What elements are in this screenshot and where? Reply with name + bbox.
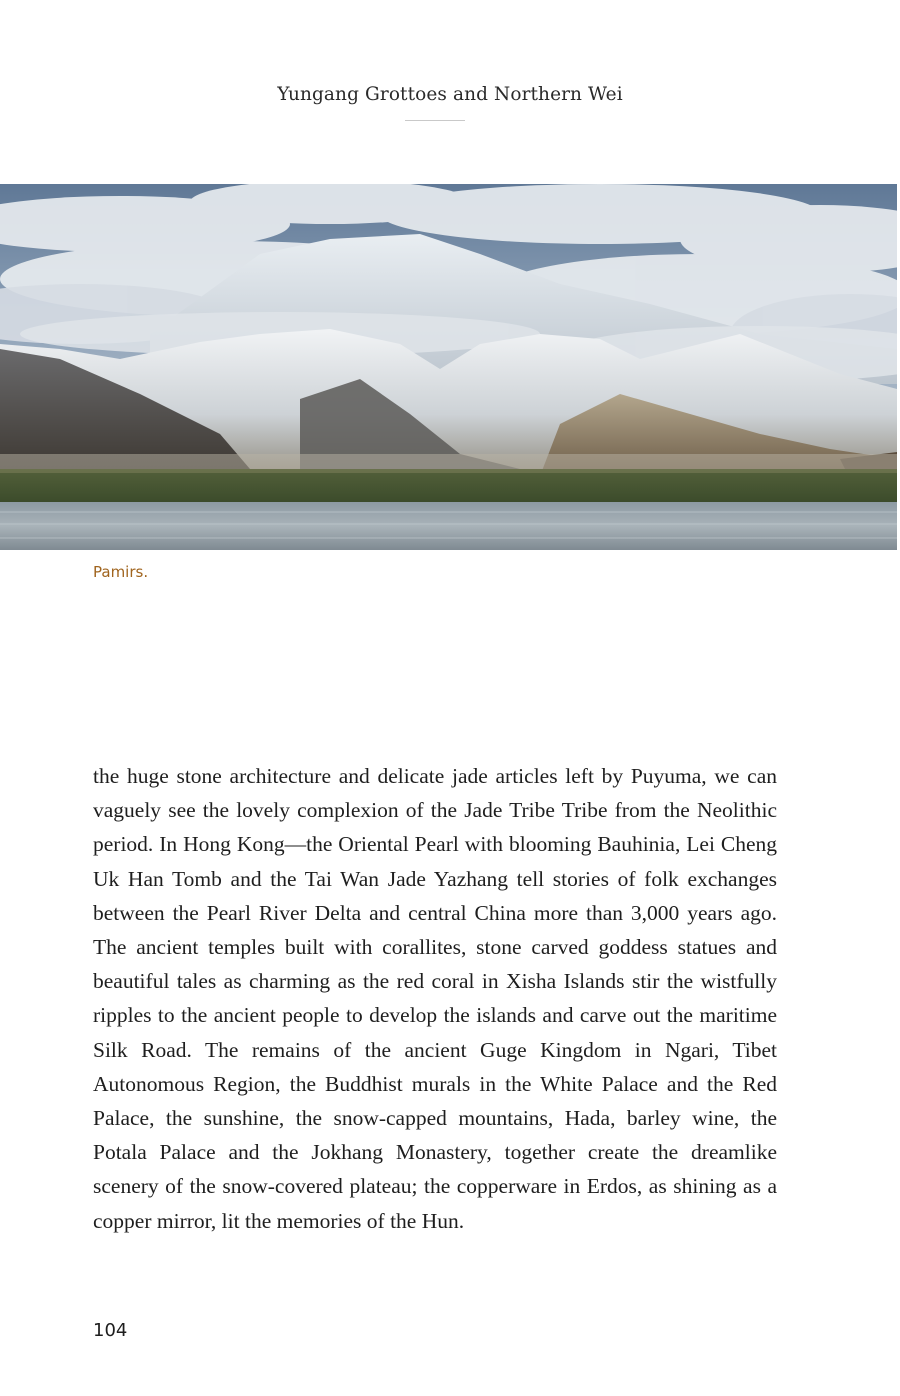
body-paragraph: the huge stone architecture and delicate jade articles left by Puyuma, we can vaguely see the lovely complexion of the Jade Tribe Tribe from the Neolithic period. In Hong Kong—the Oriental Pearl with blooming Bauhinia, Lei Cheng Uk Han Tomb and the Tai Wan Jade Yazhang tell stories of folk exchanges between the Pearl River Delta and central China more than 3,000 years ago. The ancient temples built with corallites, stone carved goddess statues and beautiful tales as charming as the red coral in Xisha Islands stir the wistfully ripples to the ancient people to develop the islands and carve out the maritime Silk Road. The remains of the ancient Guge Kingdom in Ngari, Tibet Autonomous Region, the Buddhist murals in the White Palace and the Red Palace, the sunshine, the snow-capped mountains, Hada, barley wine, the Potala Palace and the Jokhang Monastery, together create the dreamlike scenery of the snow-covered plateau; the copperware in Erdos, as shining as a copper mirror, lit the memories of the Hun. [93, 764, 777, 1233]
landscape-photo [0, 184, 897, 550]
header-divider [405, 120, 465, 121]
page-number: 104 [93, 1320, 128, 1341]
figure-caption: Pamirs. [93, 563, 149, 581]
running-head: Yungang Grottoes and Northern Wei [277, 84, 623, 105]
